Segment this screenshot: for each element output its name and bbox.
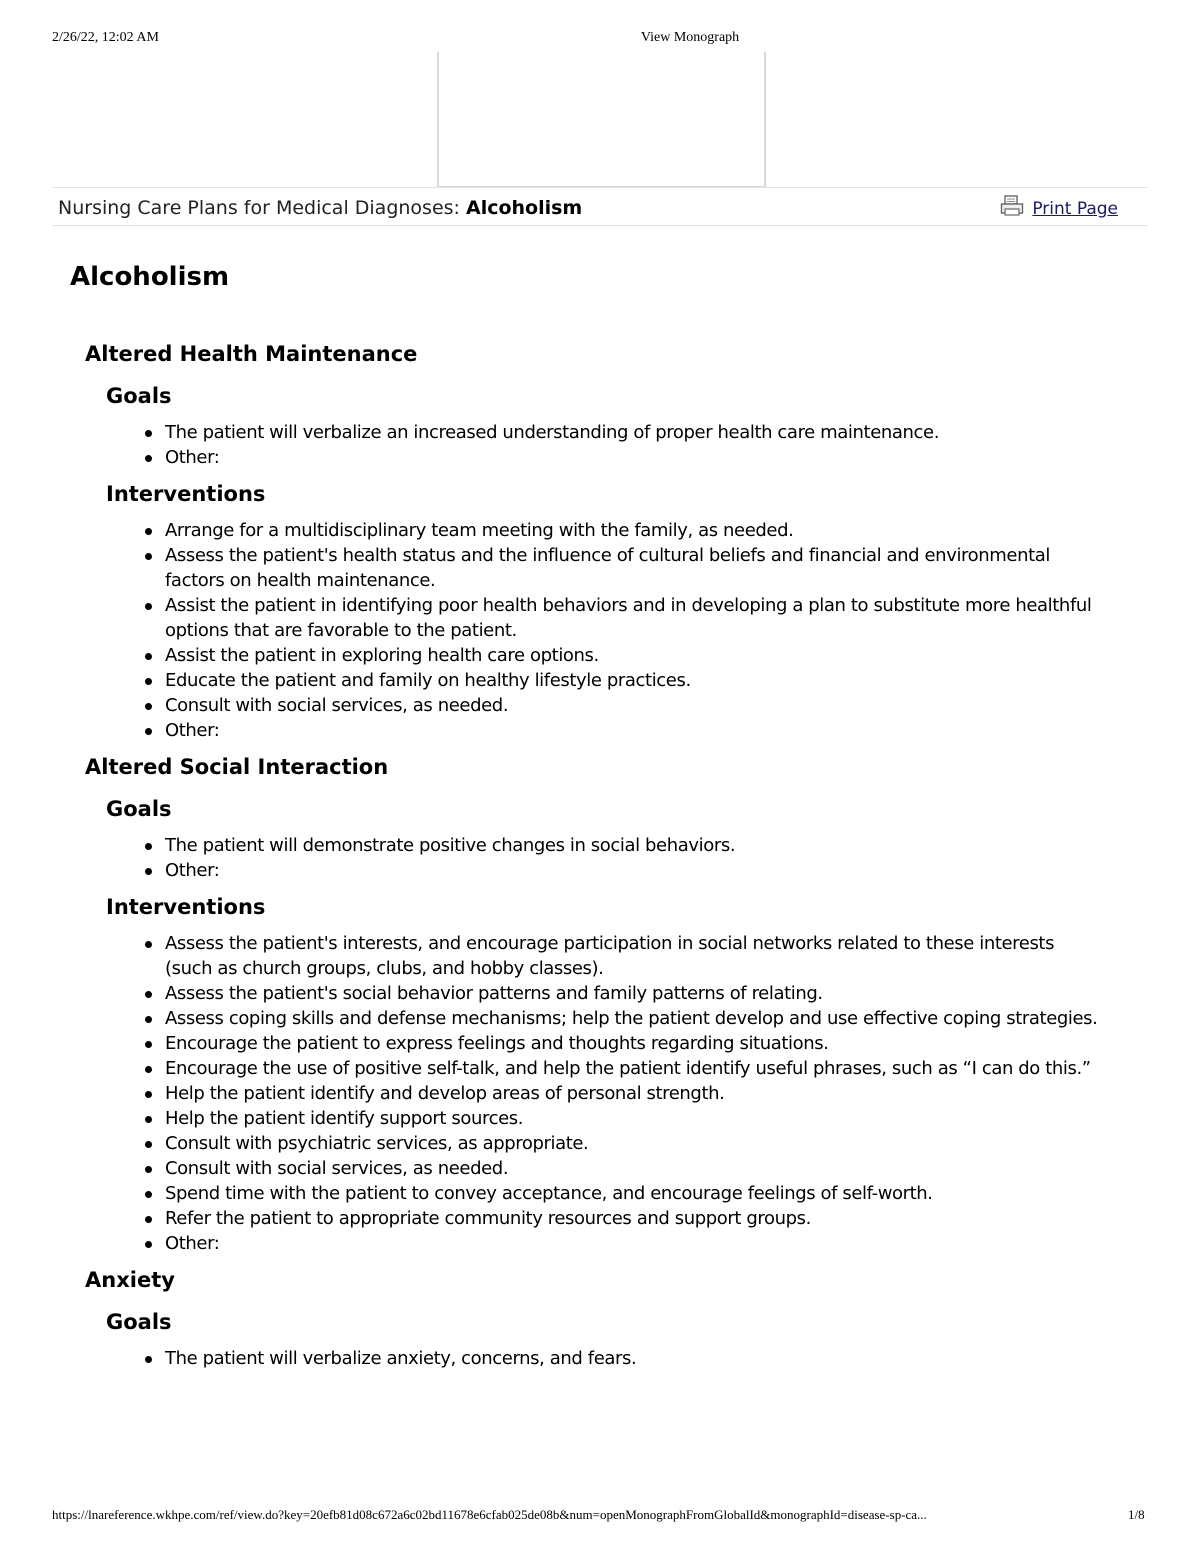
print-datetime: 2/26/22, 12:02 AM — [52, 30, 159, 45]
print-url: https://lnareference.wkhpe.com/ref/view.do?key=20efb81d08c672a6c02bd11678e6cfab025de08b&num=openMonographFromGlobalId&monographId=disease-sp-ca... — [52, 1507, 927, 1522]
print-page-label: Print Page — [1032, 198, 1118, 219]
list-item: The patient will demonstrate positive changes in social behaviors. — [145, 833, 1105, 858]
print-title: View Monograph — [640, 30, 740, 45]
list-item: Refer the patient to appropriate community resources and support groups. — [145, 1206, 1105, 1231]
list-item: Assist the patient in exploring health care options. — [145, 643, 1105, 668]
goals-heading: Goals — [106, 1310, 172, 1334]
list-item: Spend time with the patient to convey acceptance, and encourage feelings of self-worth. — [145, 1181, 1105, 1206]
list-item: Assess the patient's interests, and encourage participation in social networks related to these interests (such as church groups, clubs, and hobby classes). — [145, 931, 1105, 981]
section-title: Anxiety — [85, 1268, 175, 1292]
embedded-frame — [437, 52, 766, 188]
goals-heading: Goals — [106, 797, 172, 821]
goals-heading: Goals — [106, 384, 172, 408]
section-title: Altered Health Maintenance — [85, 342, 418, 366]
interventions-list — [145, 518, 1105, 743]
printer-icon — [1000, 195, 1032, 222]
list-item: Arrange for a multidisciplinary team meeting with the family, as needed. — [145, 518, 1105, 543]
list-item: Educate the patient and family on healthy lifestyle practices. — [145, 668, 1105, 693]
list-item: Consult with social services, as needed. — [145, 693, 1105, 718]
list-item: Help the patient identify and develop areas of personal strength. — [145, 1081, 1105, 1106]
list-item: Other: — [145, 858, 1105, 883]
page-title: Alcoholism — [70, 262, 230, 292]
print-header — [0, 30, 1200, 50]
title-bar — [52, 187, 1148, 226]
list-item: Help the patient identify support sources. — [145, 1106, 1105, 1131]
breadcrumb — [58, 197, 582, 219]
list-item: Other: — [145, 1231, 1105, 1256]
interventions-heading: Interventions — [106, 482, 266, 506]
sections-container — [0, 342, 1200, 1371]
print-page-number: 1/8 — [1128, 1507, 1145, 1522]
section-title: Altered Social Interaction — [85, 755, 389, 779]
list-item: Consult with social services, as needed. — [145, 1156, 1105, 1181]
list-item: Encourage the use of positive self-talk, and help the patient identify useful phrases, such as “I can do this.” — [145, 1056, 1105, 1081]
interventions-list — [145, 931, 1105, 1256]
list-item: Assess coping skills and defense mechanisms; help the patient develop and use effective coping strategies. — [145, 1006, 1105, 1031]
goals-list — [145, 1346, 1105, 1371]
list-item: Other: — [145, 445, 1105, 470]
list-item: Assist the patient in identifying poor health behaviors and in developing a plan to substitute more healthful options that are favorable to the patient. — [145, 593, 1105, 643]
goals-list — [145, 833, 1105, 883]
list-item: Other: — [145, 718, 1105, 743]
goals-list — [145, 420, 1105, 470]
list-item: Encourage the patient to express feelings and thoughts regarding situations. — [145, 1031, 1105, 1056]
breadcrumb-topic: Alcoholism — [465, 197, 583, 219]
print-page-link[interactable] — [1000, 195, 1118, 222]
list-item: Consult with psychiatric services, as appropriate. — [145, 1131, 1105, 1156]
list-item: Assess the patient's health status and the influence of cultural beliefs and financial and environmental factors on health maintenance. — [145, 543, 1105, 593]
interventions-heading: Interventions — [106, 895, 266, 919]
list-item: The patient will verbalize anxiety, concerns, and fears. — [145, 1346, 1105, 1371]
breadcrumb-prefix: Nursing Care Plans for Medical Diagnoses: — [58, 197, 466, 219]
list-item: The patient will verbalize an increased understanding of proper health care maintenance. — [145, 420, 1105, 445]
list-item: Assess the patient's social behavior patterns and family patterns of relating. — [145, 981, 1105, 1006]
